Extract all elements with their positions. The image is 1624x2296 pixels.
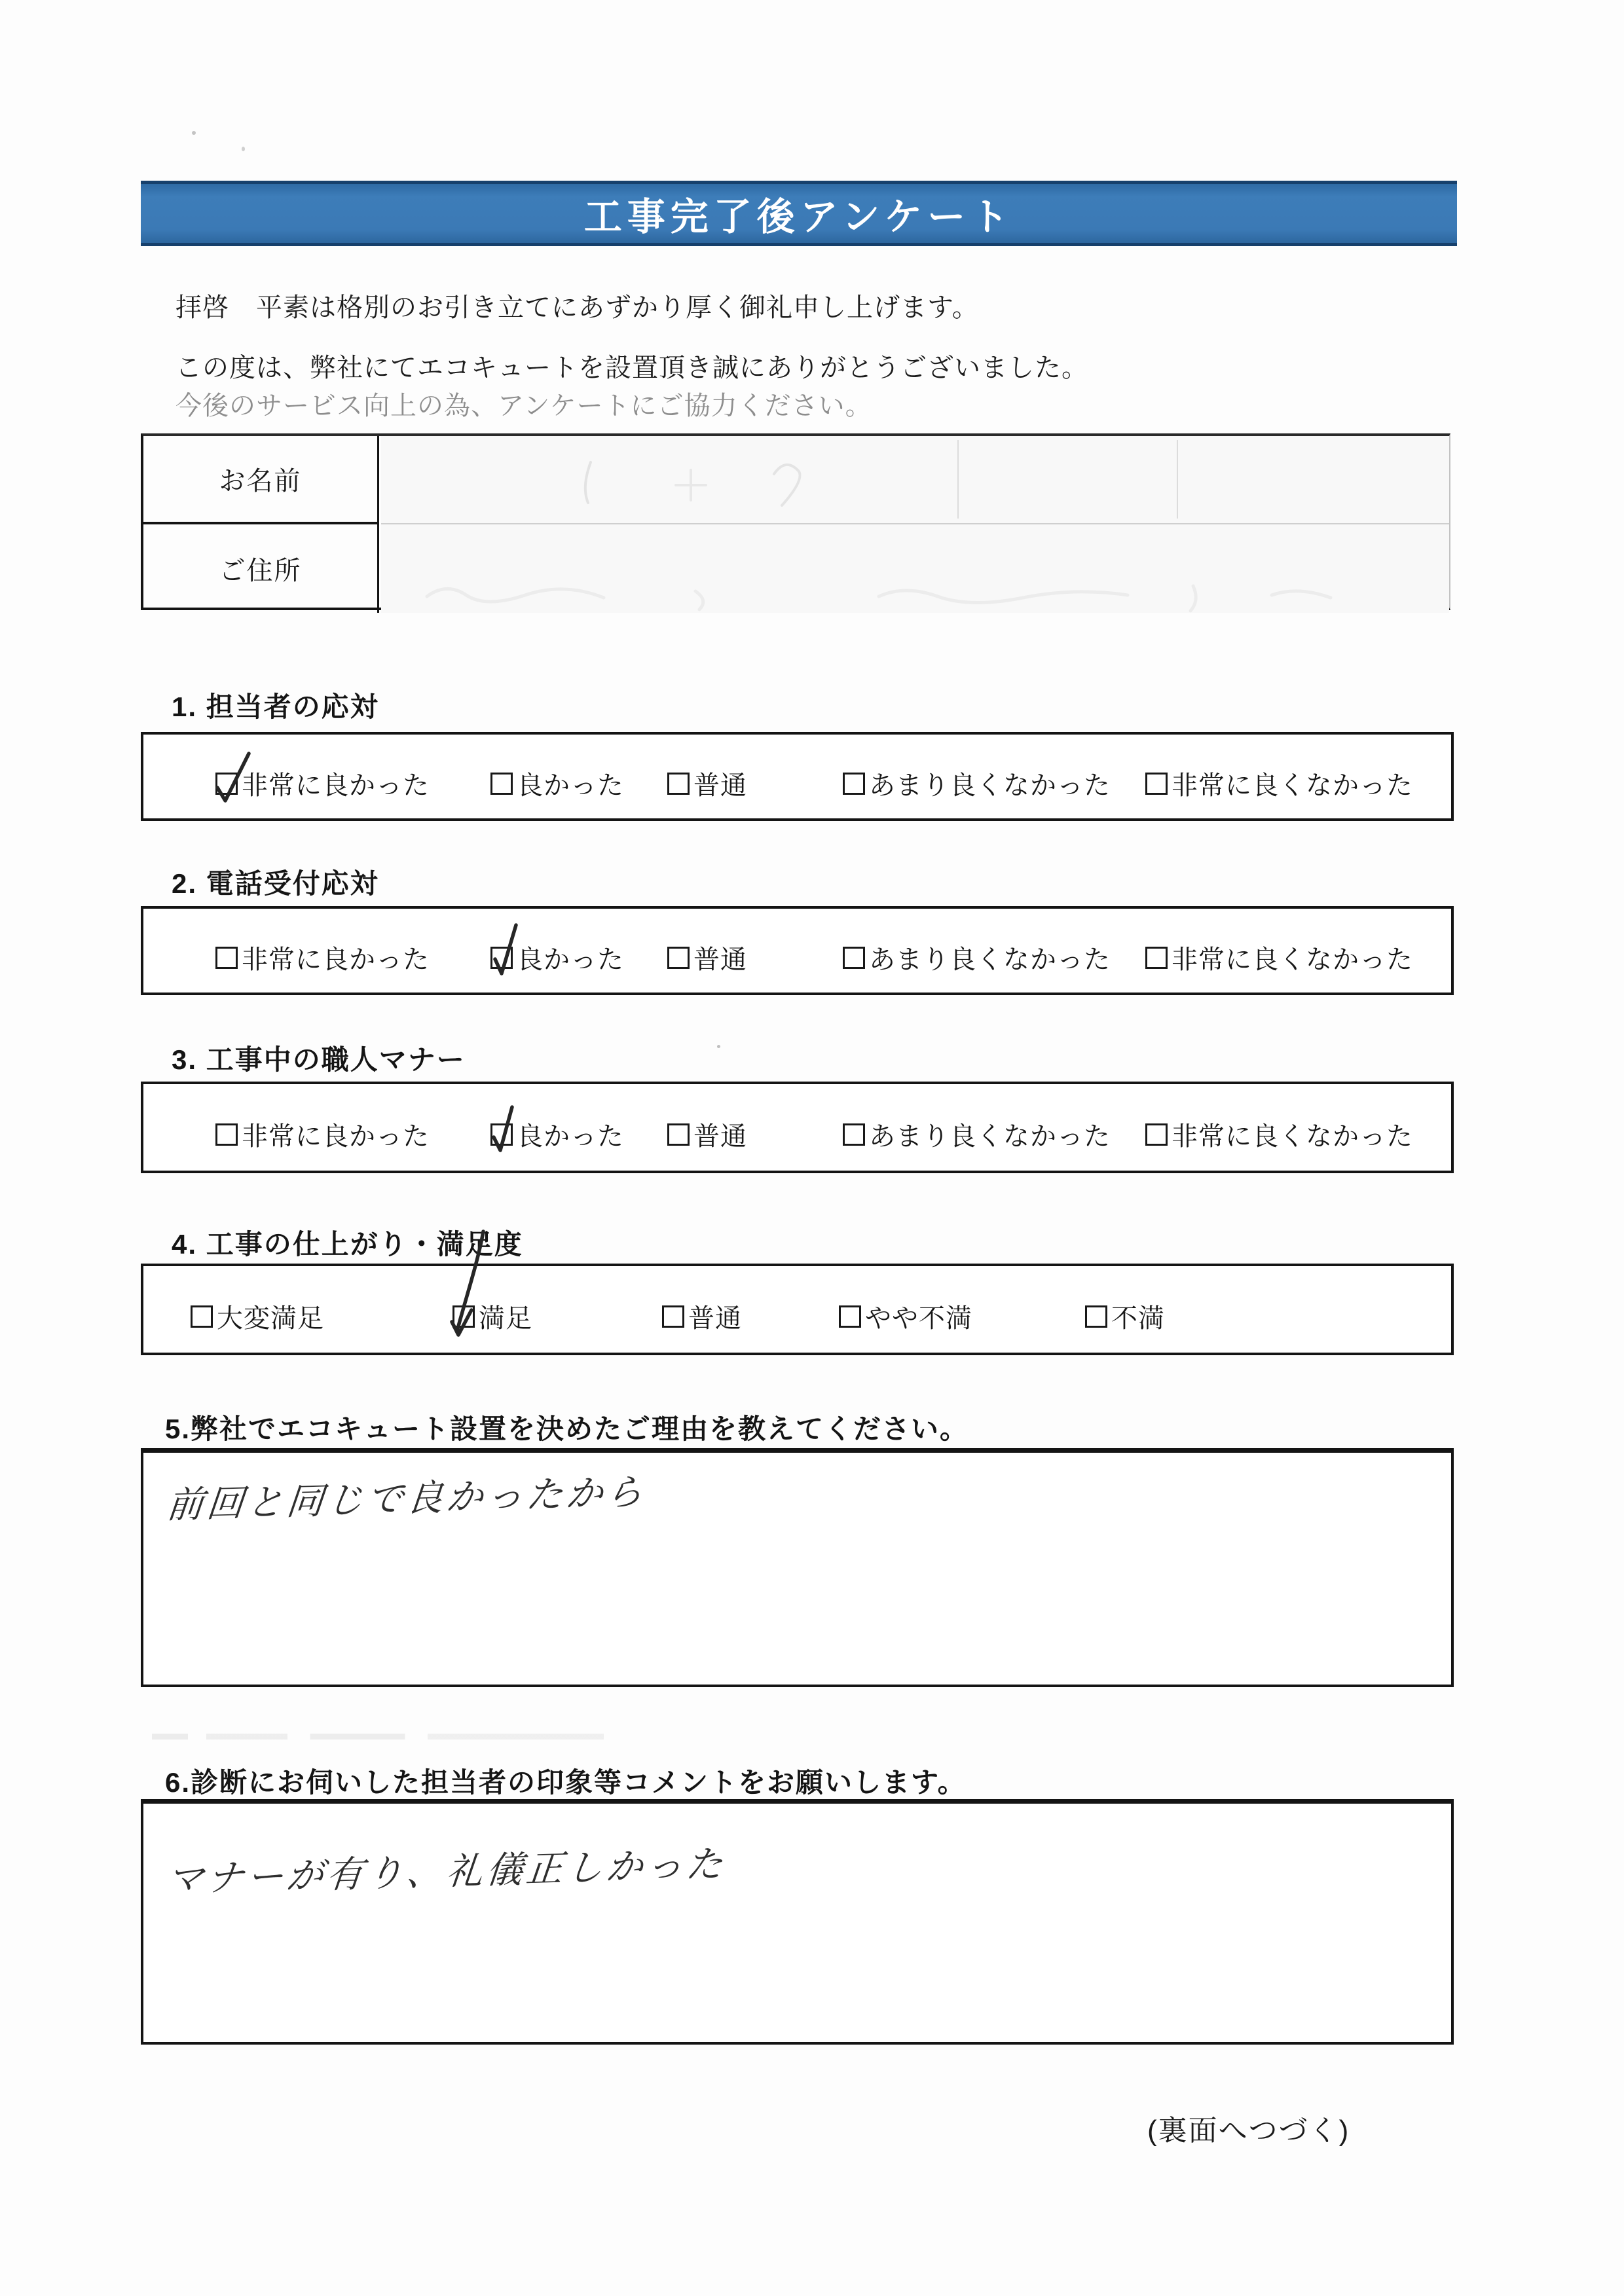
q3-option-good <box>490 1116 624 1153</box>
question-5-answer-box[interactable] <box>141 1448 1454 1687</box>
thanks-text-line1: この度は、弊社にてエコキュートを設置頂き誠にありがとうございました。 <box>175 354 1088 382</box>
question-2-heading: 2. 電話受付応対 <box>172 868 379 899</box>
option-label: 普通 <box>693 771 747 800</box>
checkbox[interactable] <box>843 1123 865 1146</box>
name-value-field[interactable] <box>381 436 1449 524</box>
option-label: 非常に良かった <box>242 1122 430 1151</box>
option-label: 満足 <box>479 1304 532 1333</box>
checkbox[interactable] <box>1145 947 1168 969</box>
q4-option-dissatisfied <box>1085 1298 1165 1335</box>
q1-option-good <box>490 765 624 802</box>
handwritten-answer-6: マナーが有り、礼儀正しかった <box>164 1842 728 1901</box>
respondent-table <box>141 433 1450 610</box>
checkbox[interactable] <box>215 947 238 969</box>
erased-text-smudge <box>152 1734 604 1740</box>
q2-option-good <box>490 939 624 976</box>
q1-option-not-good <box>843 765 1111 802</box>
checkbox[interactable] <box>215 1123 238 1146</box>
option-label: 普通 <box>693 945 747 974</box>
greeting-text: 拝啓 平素は格別のお引き立てにあずかり厚く御礼申し上げます。 <box>175 293 979 322</box>
option-label: 良かった <box>517 945 624 974</box>
option-label: 良かった <box>517 1122 624 1151</box>
option-label: 良かった <box>517 771 624 800</box>
checkbox[interactable] <box>667 773 690 795</box>
q2-option-normal <box>667 939 747 976</box>
page-title: 工事完了後アンケート <box>583 196 1014 238</box>
option-label: 非常に良かった <box>242 771 430 800</box>
title-banner <box>141 181 1457 246</box>
option-label: 非常に良かった <box>242 945 430 974</box>
footer-note: (裏面へつづく) <box>1147 2115 1350 2147</box>
option-label: 非常に良くなかった <box>1172 1122 1413 1151</box>
q4-option-satisfied <box>452 1298 532 1335</box>
question-2-options-box <box>141 906 1454 995</box>
address-label-cell: ご住所 <box>143 524 379 613</box>
question-3-heading: 3. 工事中の職人マナー <box>172 1044 466 1075</box>
q4-option-somewhat-dissatisfied <box>839 1298 972 1335</box>
scan-speck <box>242 147 245 151</box>
checkbox[interactable] <box>843 947 865 969</box>
option-label: 大変満足 <box>217 1304 324 1333</box>
question-3-options-box <box>141 1082 1454 1173</box>
erased-handwriting-marks <box>578 449 970 528</box>
question-6-heading: 6.診断にお伺いした担当者の印象等コメントをお願いします。 <box>165 1767 967 1798</box>
q3-option-very-good <box>215 1116 430 1153</box>
q3-option-very-bad <box>1145 1116 1413 1153</box>
handwritten-answer-5: 前回と同じで良かったから <box>164 1470 648 1526</box>
scan-speck <box>717 1045 720 1048</box>
question-1-heading: 1. 担当者の応対 <box>172 691 379 722</box>
erased-handwriting-marks <box>420 577 1468 616</box>
option-label: あまり良くなかった <box>869 771 1111 800</box>
checkbox[interactable] <box>452 1305 475 1328</box>
erased-cell-divider <box>957 440 959 519</box>
name-label-cell: お名前 <box>143 436 379 524</box>
option-label: やや不満 <box>865 1304 972 1333</box>
q1-option-very-bad <box>1145 765 1413 802</box>
q2-option-very-good <box>215 939 430 976</box>
checkbox[interactable] <box>1145 1123 1168 1146</box>
checkbox[interactable] <box>1085 1305 1107 1328</box>
address-value-field[interactable] <box>381 524 1449 613</box>
erased-cell-divider <box>1177 440 1178 519</box>
option-label: 不満 <box>1111 1304 1165 1333</box>
option-label: 非常に良くなかった <box>1172 771 1413 800</box>
question-4-options-box <box>141 1264 1454 1355</box>
q2-option-very-bad <box>1145 939 1413 976</box>
checkbox[interactable] <box>662 1305 684 1328</box>
checkbox[interactable] <box>490 1123 513 1146</box>
name-row <box>143 436 1449 524</box>
option-label: 普通 <box>688 1304 742 1333</box>
address-row <box>143 524 1449 613</box>
checkbox[interactable] <box>667 947 690 969</box>
checkbox[interactable] <box>215 773 238 795</box>
q1-option-normal <box>667 765 747 802</box>
thanks-text-line2: 今後のサービス向上の為、アンケートにご協力ください。 <box>175 392 872 420</box>
option-label: 普通 <box>693 1122 747 1151</box>
option-label: あまり良くなかった <box>869 1122 1111 1151</box>
checkbox[interactable] <box>191 1305 213 1328</box>
checkbox[interactable] <box>667 1123 690 1146</box>
checkbox[interactable] <box>490 773 513 795</box>
checkbox[interactable] <box>839 1305 861 1328</box>
q1-option-very-good <box>215 765 430 802</box>
checkbox[interactable] <box>490 947 513 969</box>
option-label: 非常に良くなかった <box>1172 945 1413 974</box>
q2-option-not-good <box>843 939 1111 976</box>
q4-option-normal <box>662 1298 742 1335</box>
q3-option-normal <box>667 1116 747 1153</box>
question-6-answer-box[interactable] <box>141 1799 1454 2045</box>
question-4-heading: 4. 工事の仕上がり・満足度 <box>172 1229 523 1260</box>
checkbox[interactable] <box>1145 773 1168 795</box>
q4-option-very-satisfied <box>191 1298 324 1335</box>
q3-option-not-good <box>843 1116 1111 1153</box>
scan-speck <box>192 131 196 135</box>
question-5-heading: 5.弊社でエコキュート設置を決めたご理由を教えてください。 <box>165 1413 969 1444</box>
option-label: あまり良くなかった <box>869 945 1111 974</box>
checkbox[interactable] <box>843 773 865 795</box>
question-1-options-box <box>141 732 1454 821</box>
